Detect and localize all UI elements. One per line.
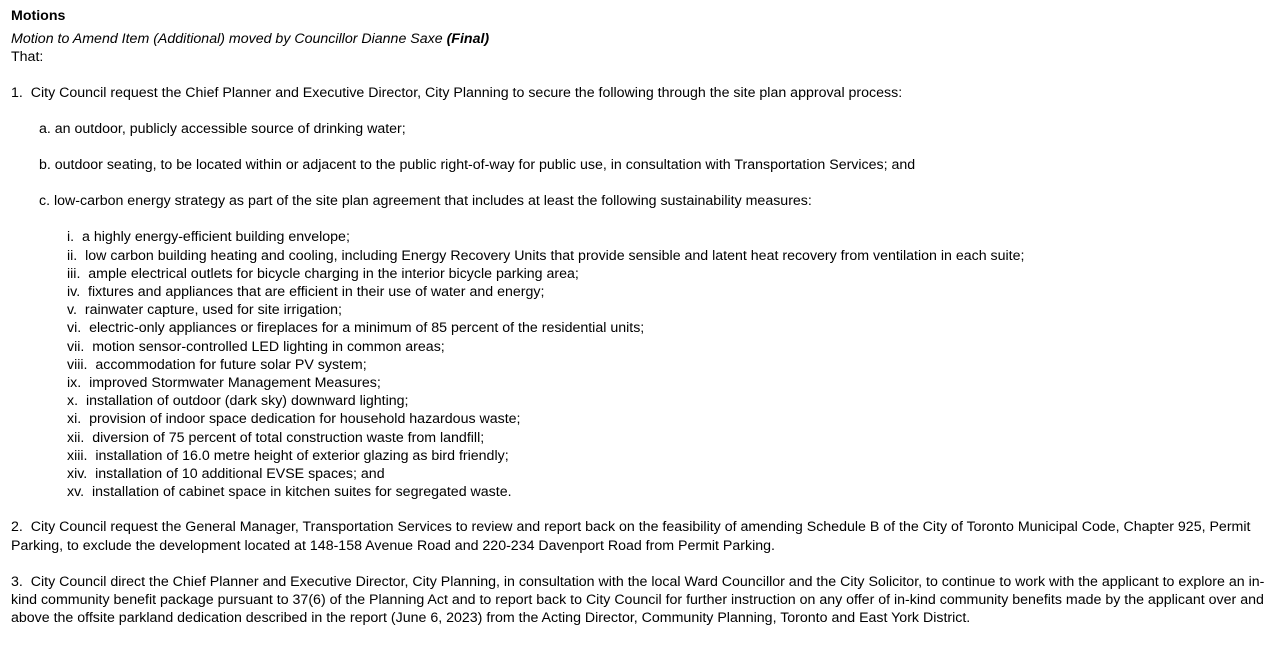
- measure-text: improved Stormwater Management Measures;: [89, 375, 381, 392]
- measure-item: [67, 247, 1273, 265]
- measure-text: motion sensor-controlled LED lighting in common areas;: [92, 338, 445, 355]
- measure-number: xiii.: [67, 447, 88, 464]
- motion-status: (Final): [446, 31, 490, 48]
- motion-item-1: [11, 84, 1273, 102]
- measure-item: [67, 228, 1273, 246]
- item-text: City Council request the Chief Planner and Executive Director, City Planning to secure the following through the site plan approval process:: [30, 84, 903, 101]
- measure-text: a highly energy-efficient building envelope;: [81, 229, 350, 246]
- measure-text: rainwater capture, used for site irrigation;: [84, 302, 342, 319]
- measure-item: [67, 483, 1273, 501]
- measure-text: fixtures and appliances that are efficient in their use of water and energy;: [88, 284, 545, 301]
- measure-item: [67, 356, 1273, 374]
- measure-number: viii.: [67, 356, 88, 373]
- measure-item: [67, 392, 1273, 410]
- measure-text: diversion of 75 percent of total construction waste from landfill;: [92, 429, 485, 446]
- motion-title-text: Motion to Amend Item (Additional) moved by Councillor Dianne Saxe: [11, 31, 443, 48]
- measure-text: accommodation for future solar PV system;: [95, 356, 367, 373]
- item-text: City Council direct the Chief Planner and Executive Director, City Planning, in consultation with the local Ward Councillor and the City Solicitor, to continue to work with the applicant to explore an in-kind community benefit package pursuant to 37(6) of the Planning Act and to report back to City Council for further instruction on any offer of in-kind community benefits made by the applicant over and above the offsite parkland dedication described in the report (June 6, 2023) from the Acting Director, Community Planning, Toronto and East York District.: [11, 573, 1265, 627]
- measure-number: xi.: [67, 411, 82, 428]
- measure-text: installation of 10 additional EVSE spaces; and: [95, 466, 385, 483]
- motion-title: [11, 25, 1273, 48]
- measure-text: installation of outdoor (dark sky) downward lighting;: [85, 393, 409, 410]
- measure-text: installation of 16.0 metre height of exterior glazing as bird friendly;: [95, 447, 509, 464]
- measure-item: [67, 429, 1273, 447]
- measure-item: [67, 465, 1273, 483]
- item-number: 1.: [11, 84, 23, 101]
- measure-item: [67, 319, 1273, 337]
- subitem-b: b. outdoor seating, to be located within or adjacent to the public right-of-way for public use, in consultation with Transportation Services; and: [39, 157, 916, 174]
- measure-number: xv.: [67, 484, 85, 501]
- motion-document: [11, 7, 1273, 627]
- section-heading: Motions: [11, 8, 66, 24]
- measure-number: v.: [67, 302, 77, 319]
- measure-item: [67, 283, 1273, 301]
- motion-item-2: [11, 518, 1273, 554]
- subitem-c: c. low-carbon energy strategy as part of the site plan agreement that includes at least the following sustainability measures:: [39, 193, 812, 210]
- measure-number: xii.: [67, 429, 85, 446]
- measure-text: installation of cabinet space in kitchen suites for segregated waste.: [91, 484, 512, 501]
- subitem-a: a. an outdoor, publicly accessible source of drinking water;: [39, 120, 406, 137]
- measure-text: electric-only appliances or fireplaces for a minimum of 85 percent of the residential units;: [89, 320, 645, 337]
- measure-text: ample electrical outlets for bicycle charging in the interior bicycle parking area;: [88, 265, 579, 282]
- measure-number: i.: [67, 229, 75, 246]
- measure-number: ii.: [67, 247, 78, 264]
- measure-number: vi.: [67, 320, 82, 337]
- sustainability-measures-list: [11, 228, 1273, 501]
- measure-number: vii.: [67, 338, 85, 355]
- measure-number: ix.: [67, 375, 82, 392]
- item-number: 2.: [11, 519, 23, 536]
- measure-item: [67, 374, 1273, 392]
- item-number: 3.: [11, 573, 23, 590]
- measure-item: [67, 410, 1273, 428]
- measure-item: [67, 338, 1273, 356]
- motion-item-3: [11, 573, 1273, 628]
- measure-item: [67, 301, 1273, 319]
- measure-number: iii.: [67, 265, 81, 282]
- measure-text: provision of indoor space dedication for household hazardous waste;: [89, 411, 521, 428]
- measure-number: iv.: [67, 284, 81, 301]
- measure-text: low carbon building heating and cooling, including Energy Recovery Units that provide sensible and latent heat recovery from ventilation in each suite;: [85, 247, 1025, 264]
- measure-number: xiv.: [67, 466, 88, 483]
- item-text: City Council request the General Manager, Transportation Services to review and report back on the feasibility of amending Schedule B of the City of Toronto Municipal Code, Chapter 925, Permit Parking, to exclude the development located at 148-158 Avenue Road and 220-234 Davenport Road from Permit Parking.: [11, 519, 1251, 554]
- measure-number: x.: [67, 393, 79, 410]
- measure-item: [67, 265, 1273, 283]
- motion-intro: That:: [11, 49, 44, 66]
- measure-item: [67, 447, 1273, 465]
